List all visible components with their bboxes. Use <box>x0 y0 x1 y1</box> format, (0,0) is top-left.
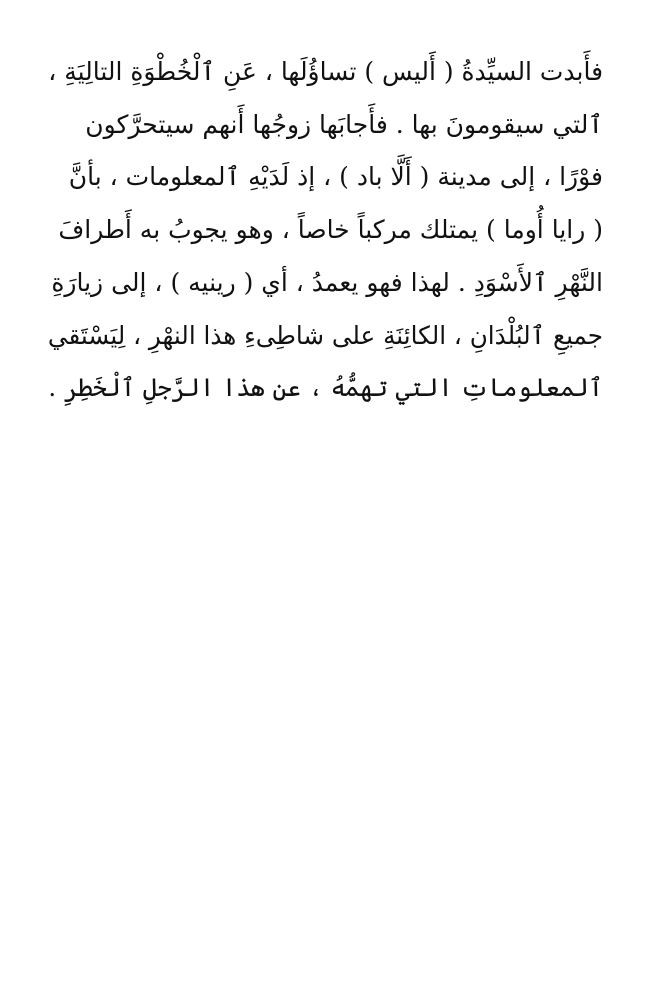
body-paragraph <box>48 46 603 415</box>
text-line: ٱلمعلوماتِ التي تهمُّهُ ، عن هذا الرَّجلِ ٱلْخَطِرِ . <box>48 373 603 403</box>
text-line: النَّهْرِ ٱلأَسْوَدِ . لهذا فهو يعمدُ ، أي ( رينيه ) ، إلى زيارَةِ <box>51 267 603 297</box>
text-line: ٱلتي سيقومونَ بها . فأَجابَها زوجُها أَنهم سيتحرَّكون <box>85 109 603 139</box>
text-line: فأَبدت السيِّدةُ ( أَليس ) تساؤُلَها ، عَنِ ٱلْخُطْوَةِ التالِيَةِ ، <box>48 57 604 86</box>
text-line: ( رايا أُوما ) يمتلك مركباً خاصاً ، وهو يجوبُ به أَطرافَ <box>58 215 603 245</box>
text-line: جميعِ ٱلبُلْدَانِ ، الكائِنَةِ على شاطِىءِ هذا النهْرِ ، لِيَسْتَقي <box>47 320 604 350</box>
text-line: فوْرًا ، إلى مدينة ( أَلَّا باد ) ، إذ لَدَيْهِ ٱلمعلومات ، بأنَّ <box>68 162 603 192</box>
